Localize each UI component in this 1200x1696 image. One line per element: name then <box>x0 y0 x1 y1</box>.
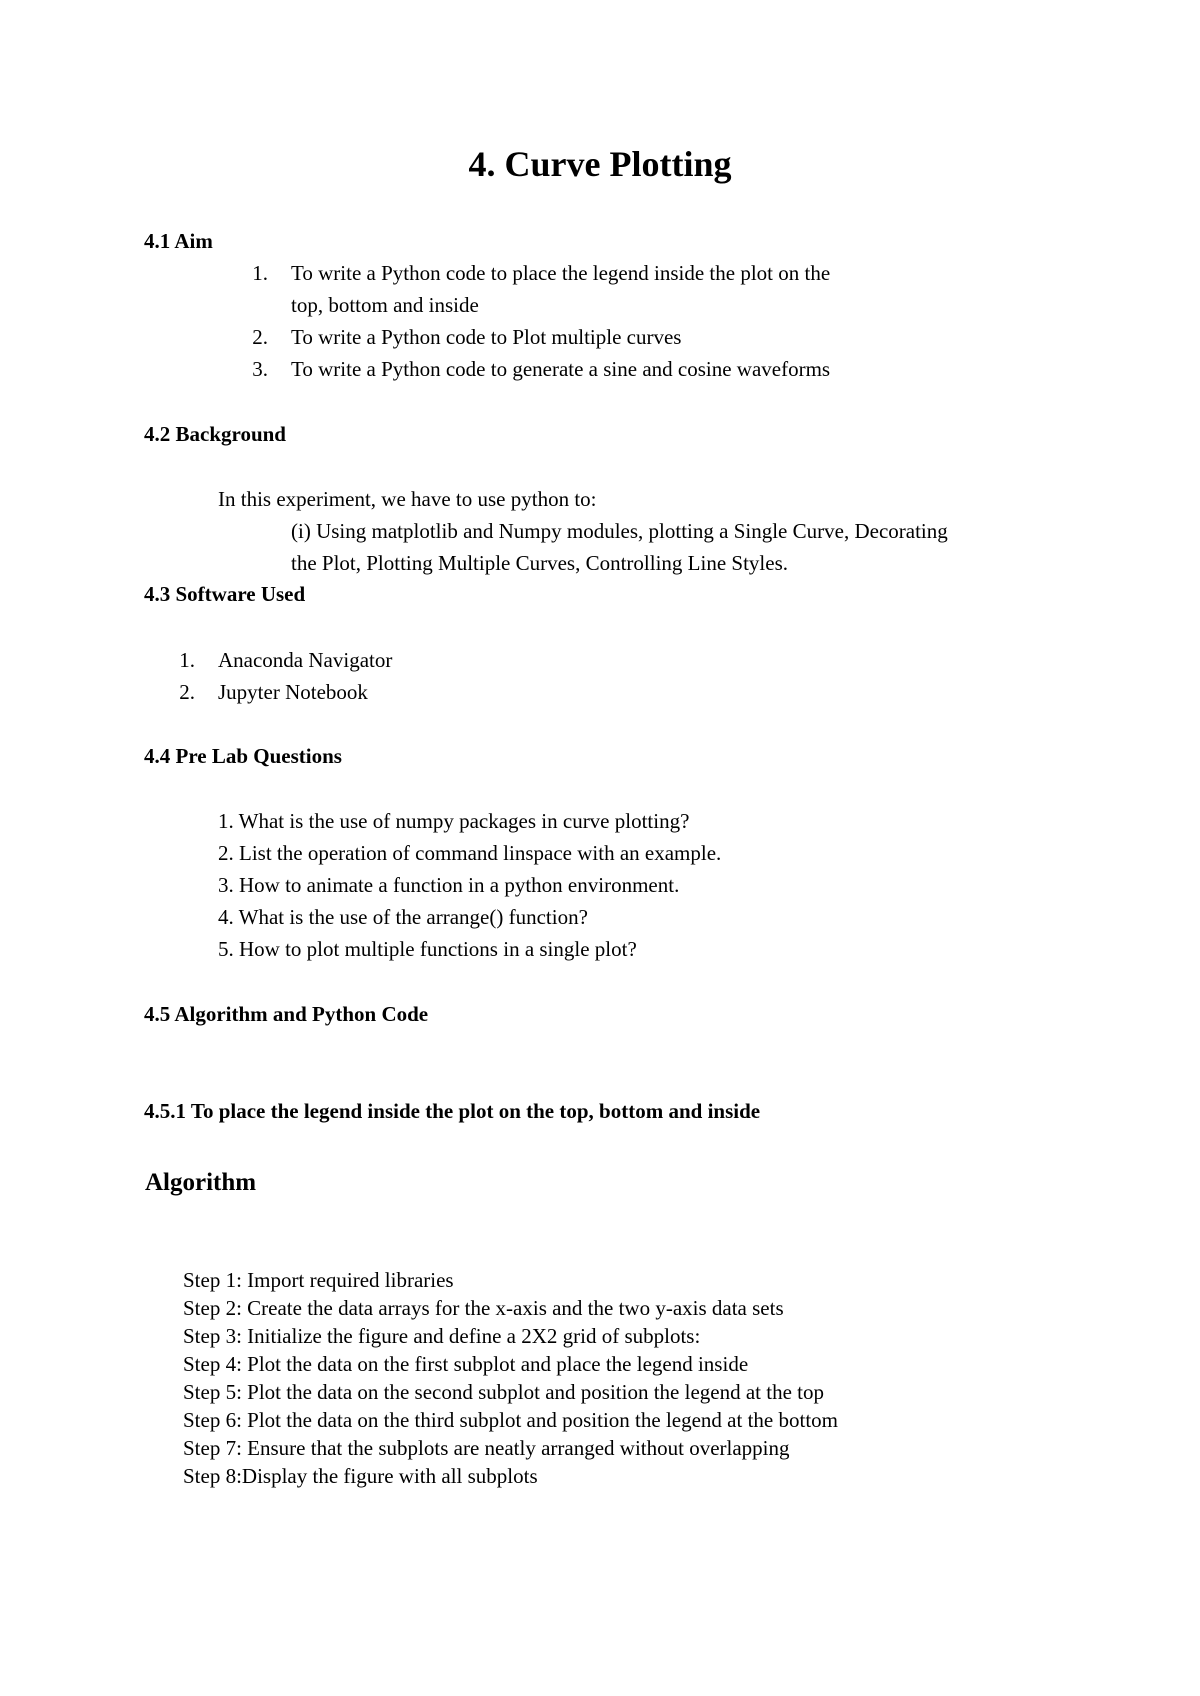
aim-item-2-line-1: To write a Python code to Plot multiple curves <box>291 325 682 349</box>
algorithm-step-6: Step 6: Plot the data on the third subplot and position the legend at the bottom <box>183 1408 838 1432</box>
algorithm-step-3: Step 3: Initialize the figure and define a 2X2 grid of subplots: <box>183 1324 701 1348</box>
algorithm-step-5: Step 5: Plot the data on the second subplot and position the legend at the top <box>183 1380 824 1404</box>
aim-item-1-number: 1. <box>252 261 268 285</box>
prelab-question-2: 2. List the operation of command linspace with an example. <box>218 841 722 865</box>
aim-item-2-number: 2. <box>252 325 268 349</box>
software-item-2-number: 2. <box>179 680 195 704</box>
software-item-1-number: 1. <box>179 648 195 672</box>
algorithm-code-heading: 4.5 Algorithm and Python Code <box>144 1002 429 1026</box>
aim-item-1-line-2: top, bottom and inside <box>291 293 479 317</box>
software-heading: 4.3 Software Used <box>144 582 306 606</box>
algorithm-step-4: Step 4: Plot the data on the first subplot and place the legend inside <box>183 1352 749 1376</box>
background-line-2: the Plot, Plotting Multiple Curves, Controlling Line Styles. <box>291 551 789 575</box>
aim-item-3-number: 3. <box>252 357 268 381</box>
prelab-question-5: 5. How to plot multiple functions in a single plot? <box>218 937 637 961</box>
prelab-heading: 4.4 Pre Lab Questions <box>144 744 342 768</box>
aim-item-3-line-1: To write a Python code to generate a sine and cosine waveforms <box>291 357 831 381</box>
software-item-2: Jupyter Notebook <box>218 680 368 704</box>
background-line-1: (i) Using matplotlib and Numpy modules, plotting a Single Curve, Decorating <box>291 519 948 543</box>
page-title: 4. Curve Plotting <box>468 144 732 184</box>
prelab-question-1: 1. What is the use of numpy packages in curve plotting? <box>218 809 690 833</box>
algorithm-heading: Algorithm <box>145 1169 257 1196</box>
aim-heading: 4.1 Aim <box>144 229 213 253</box>
algorithm-step-8: Step 8:Display the figure with all subplots <box>183 1464 538 1488</box>
prelab-question-4: 4. What is the use of the arrange() function? <box>218 905 588 929</box>
algorithm-step-2: Step 2: Create the data arrays for the x-axis and the two y-axis data sets <box>183 1296 784 1320</box>
background-intro: In this experiment, we have to use python to: <box>218 487 597 511</box>
software-item-1: Anaconda Navigator <box>218 648 393 672</box>
algorithm-step-7: Step 7: Ensure that the subplots are neatly arranged without overlapping <box>183 1436 790 1460</box>
aim-item-1-line-1: To write a Python code to place the legend inside the plot on the <box>291 261 831 285</box>
background-heading: 4.2 Background <box>144 422 286 446</box>
subsection-heading: 4.5.1 To place the legend inside the plot on the top, bottom and inside <box>144 1099 761 1123</box>
algorithm-step-1: Step 1: Import required libraries <box>183 1268 454 1292</box>
prelab-question-3: 3. How to animate a function in a python environment. <box>218 873 680 897</box>
